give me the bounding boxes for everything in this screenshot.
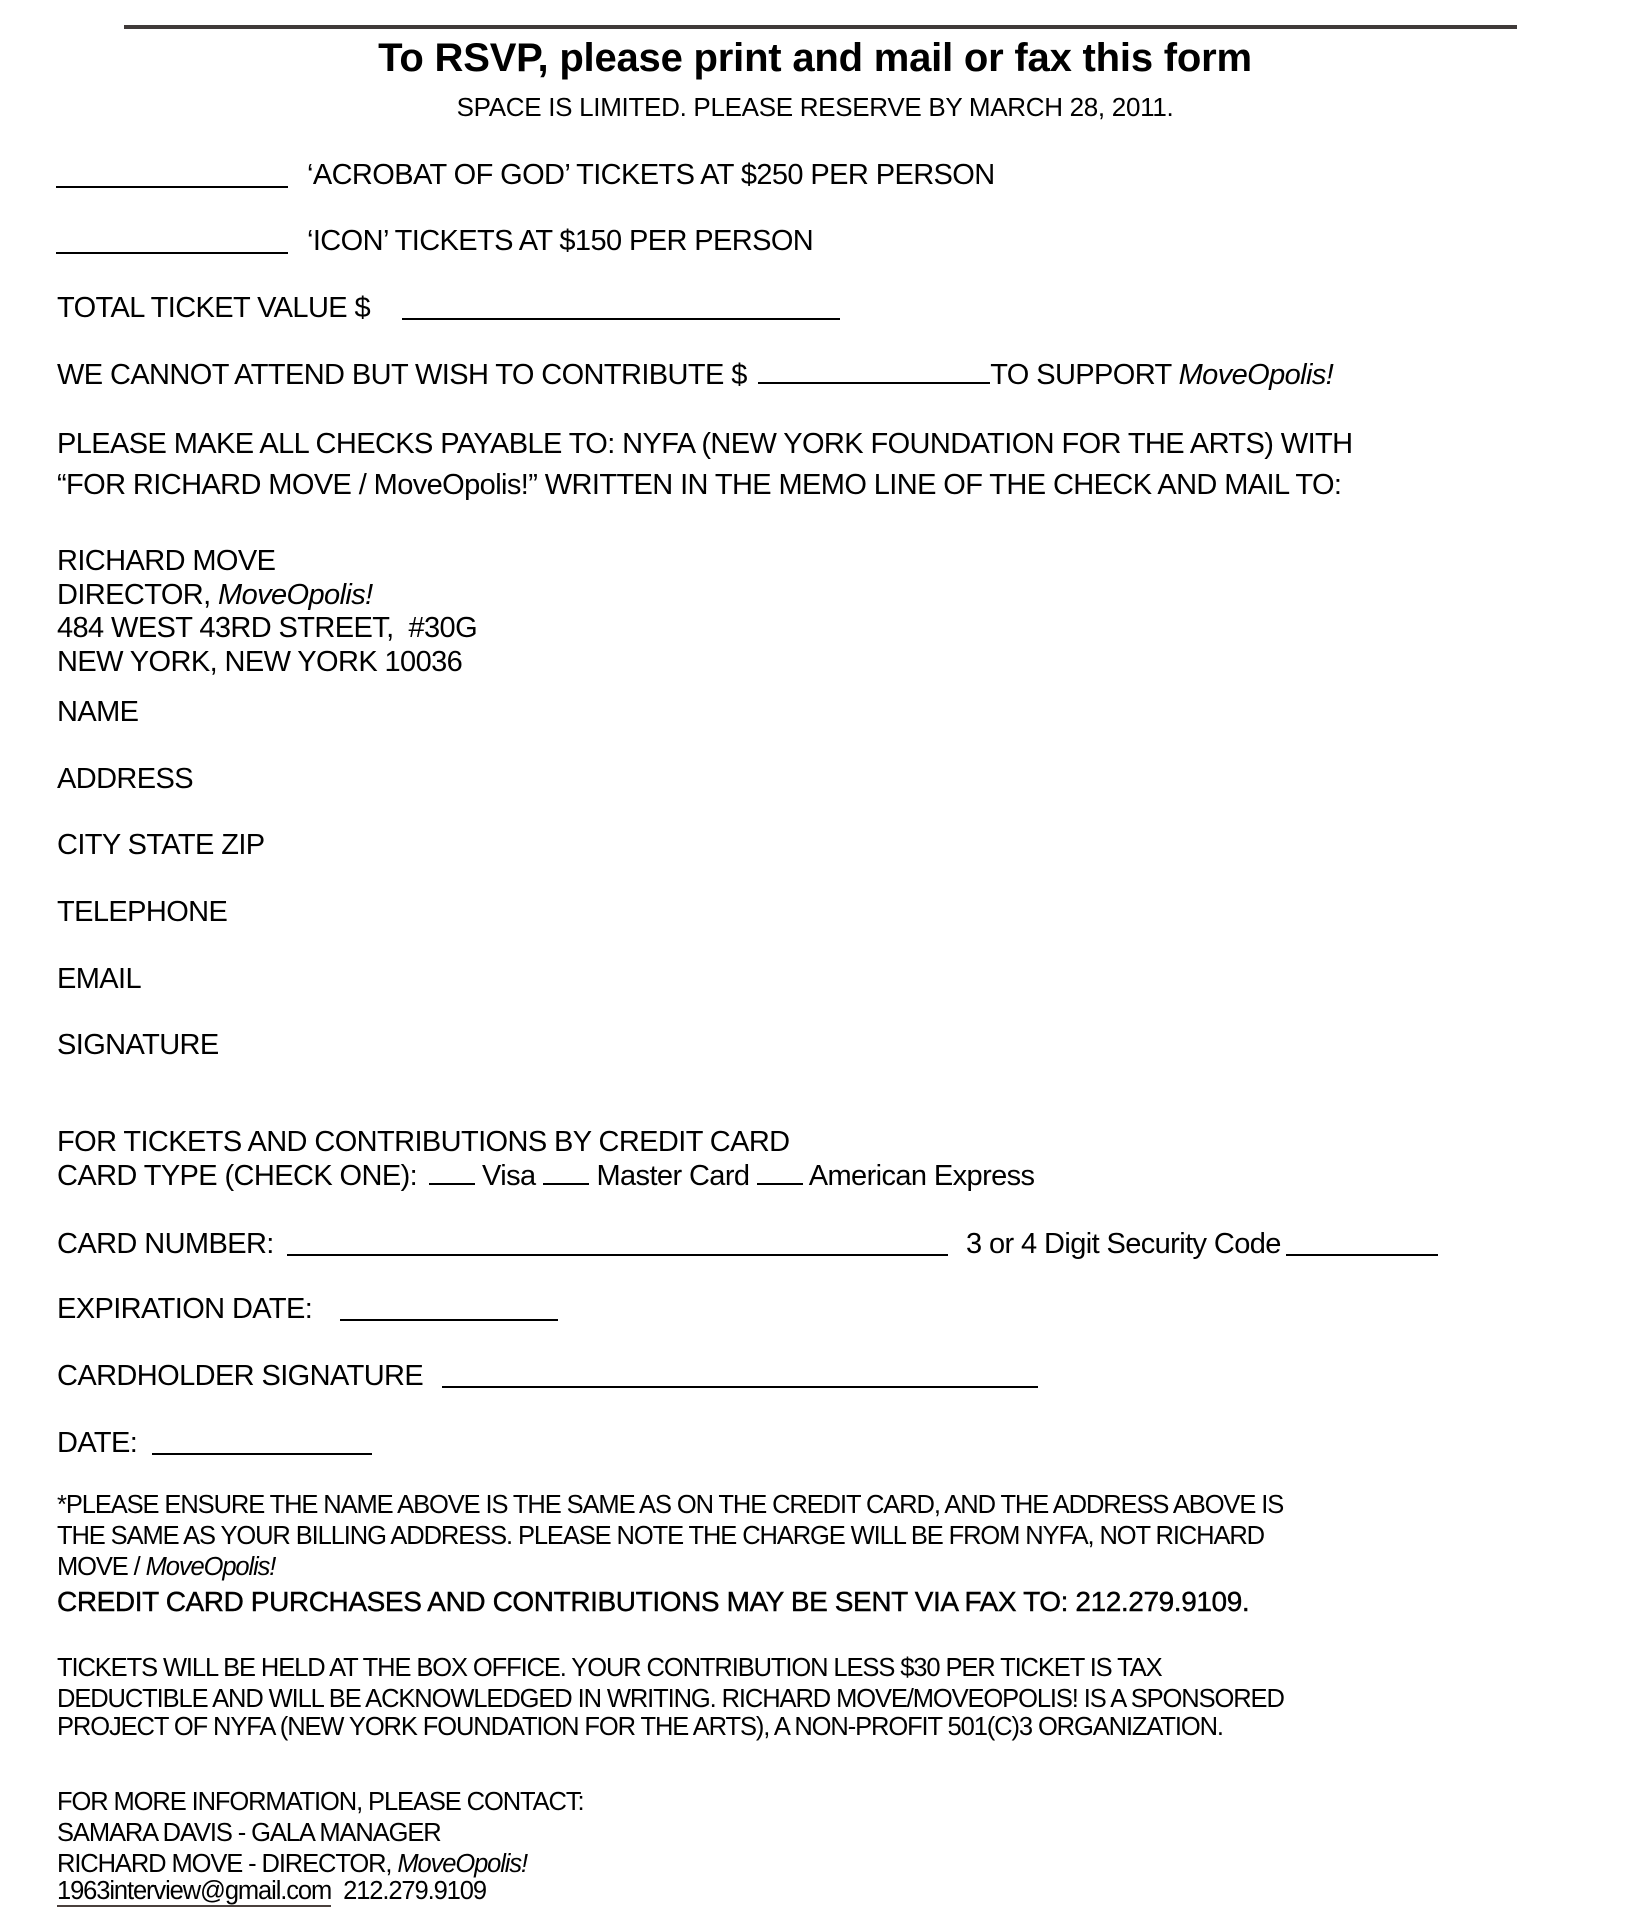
ensure-note-line-1: *PLEASE ENSURE THE NAME ABOVE IS THE SAME AS ON THE CREDIT CARD, AND THE ADDRESS ABOVE IS [57, 1491, 1284, 1519]
address-city: NEW YORK, NEW YORK 10036 [57, 646, 463, 678]
icon-ticket-label: ‘ICON’ TICKETS AT $150 PER PERSON [307, 225, 814, 257]
signature-field-label: SIGNATURE [57, 1029, 219, 1061]
address-field-label: ADDRESS [57, 763, 193, 795]
security-code-label: 3 or 4 Digit Security Code [966, 1228, 1281, 1260]
card-type-label: CARD TYPE (CHECK ONE): [57, 1160, 418, 1192]
address-title [57, 581, 373, 610]
date-label: DATE: [57, 1427, 138, 1459]
ensure-note-line-2: THE SAME AS YOUR BILLING ADDRESS. PLEASE NOTE THE CHARGE WILL BE FROM NYFA, NOT RICHARD [57, 1522, 1264, 1550]
ensure-note-line-3 [57, 1555, 275, 1581]
acrobat-ticket-label: ‘ACROBAT OF GOD’ TICKETS AT $250 PER PERSON [307, 159, 995, 191]
visa-option: Visa [482, 1160, 536, 1192]
date-field[interactable] [152, 1453, 372, 1455]
expiration-date-label: EXPIRATION DATE: [57, 1293, 313, 1325]
mastercard-check-field[interactable] [543, 1183, 589, 1185]
top-rule [124, 25, 1517, 29]
page-subtitle: SPACE IS LIMITED. PLEASE RESERVE BY MARCH 28, 2011. [456, 92, 1174, 122]
credit-card-heading: FOR TICKETS AND CONTRIBUTIONS BY CREDIT CARD [57, 1126, 790, 1158]
mastercard-option: Master Card [596, 1160, 750, 1192]
expiration-date-field[interactable] [340, 1319, 558, 1321]
address-title-brand: MoveOpolis! [218, 579, 373, 611]
contribute-suffix: TO SUPPORT [990, 359, 1179, 391]
contribute-row [57, 361, 1333, 390]
address-street: 484 WEST 43RD STREET, #30G [57, 612, 478, 644]
contribute-amount-field[interactable] [758, 382, 990, 384]
checks-line-1: PLEASE MAKE ALL CHECKS PAYABLE TO: NYFA (NEW YORK FOUNDATION FOR THE ARTS) WITH [57, 428, 1353, 460]
ensure-note-prefix: MOVE / [57, 1553, 146, 1581]
address-title-prefix: DIRECTOR, [57, 579, 219, 611]
contact-email-link[interactable]: 1963interview@gmail.com [57, 1877, 332, 1905]
address-name: RICHARD MOVE [57, 545, 276, 577]
contact-director [57, 1852, 527, 1878]
page-title: To RSVP, please print and mail or fax this form [378, 36, 1252, 80]
contact-email-row [57, 1879, 486, 1905]
name-field-label: NAME [57, 696, 139, 728]
total-ticket-value-field[interactable] [402, 318, 840, 320]
total-ticket-value-label: TOTAL TICKET VALUE $ [57, 292, 371, 324]
email-field-label: EMAIL [57, 963, 142, 995]
security-code-field[interactable] [1286, 1254, 1438, 1256]
card-type-row [57, 1162, 1034, 1191]
tax-note-line-2: DEDUCTIBLE AND WILL BE ACKNOWLEDGED IN WRITING. RICHARD MOVE/MOVEOPOLIS! IS A SPONSORED [57, 1685, 1284, 1713]
tax-note-line-1: TICKETS WILL BE HELD AT THE BOX OFFICE. YOUR CONTRIBUTION LESS $30 PER TICKET IS TAX [57, 1654, 1162, 1682]
contact-phone: 212.279.9109 [343, 1877, 486, 1905]
icon-quantity-field[interactable] [56, 252, 288, 254]
fax-note: CREDIT CARD PURCHASES AND CONTRIBUTIONS MAY BE SENT VIA FAX TO: 212.279.9109. [57, 1586, 1250, 1617]
card-number-field[interactable] [287, 1254, 948, 1256]
city-state-zip-field-label: CITY STATE ZIP [57, 829, 265, 861]
contribute-label: WE CANNOT ATTEND BUT WISH TO CONTRIBUTE $ [57, 359, 747, 391]
cardholder-signature-field[interactable] [442, 1386, 1038, 1388]
ensure-note-brand: MoveOpolis! [145, 1553, 276, 1581]
contact-manager: SAMARA DAVIS - GALA MANAGER [57, 1819, 441, 1847]
tax-note-line-3: PROJECT OF NYFA (NEW YORK FOUNDATION FOR THE ARTS), A NON-PROFIT 501(C)3 ORGANIZATION. [57, 1713, 1223, 1741]
visa-check-field[interactable] [429, 1183, 475, 1185]
contact-director-brand: MoveOpolis! [397, 1850, 528, 1878]
acrobat-quantity-field[interactable] [56, 186, 288, 188]
telephone-field-label: TELEPHONE [57, 896, 228, 928]
amex-option: American Express [808, 1160, 1035, 1192]
contact-heading: FOR MORE INFORMATION, PLEASE CONTACT: [57, 1788, 584, 1816]
amex-check-field[interactable] [757, 1183, 803, 1185]
checks-line-2: “FOR RICHARD MOVE / MoveOpolis!” WRITTEN IN THE MEMO LINE OF THE CHECK AND MAIL TO: [57, 469, 1342, 501]
contribute-brand: MoveOpolis! [1178, 359, 1334, 391]
contact-director-prefix: RICHARD MOVE - DIRECTOR, [57, 1850, 398, 1878]
cardholder-signature-label: CARDHOLDER SIGNATURE [57, 1360, 424, 1392]
card-number-label: CARD NUMBER: [57, 1228, 274, 1260]
